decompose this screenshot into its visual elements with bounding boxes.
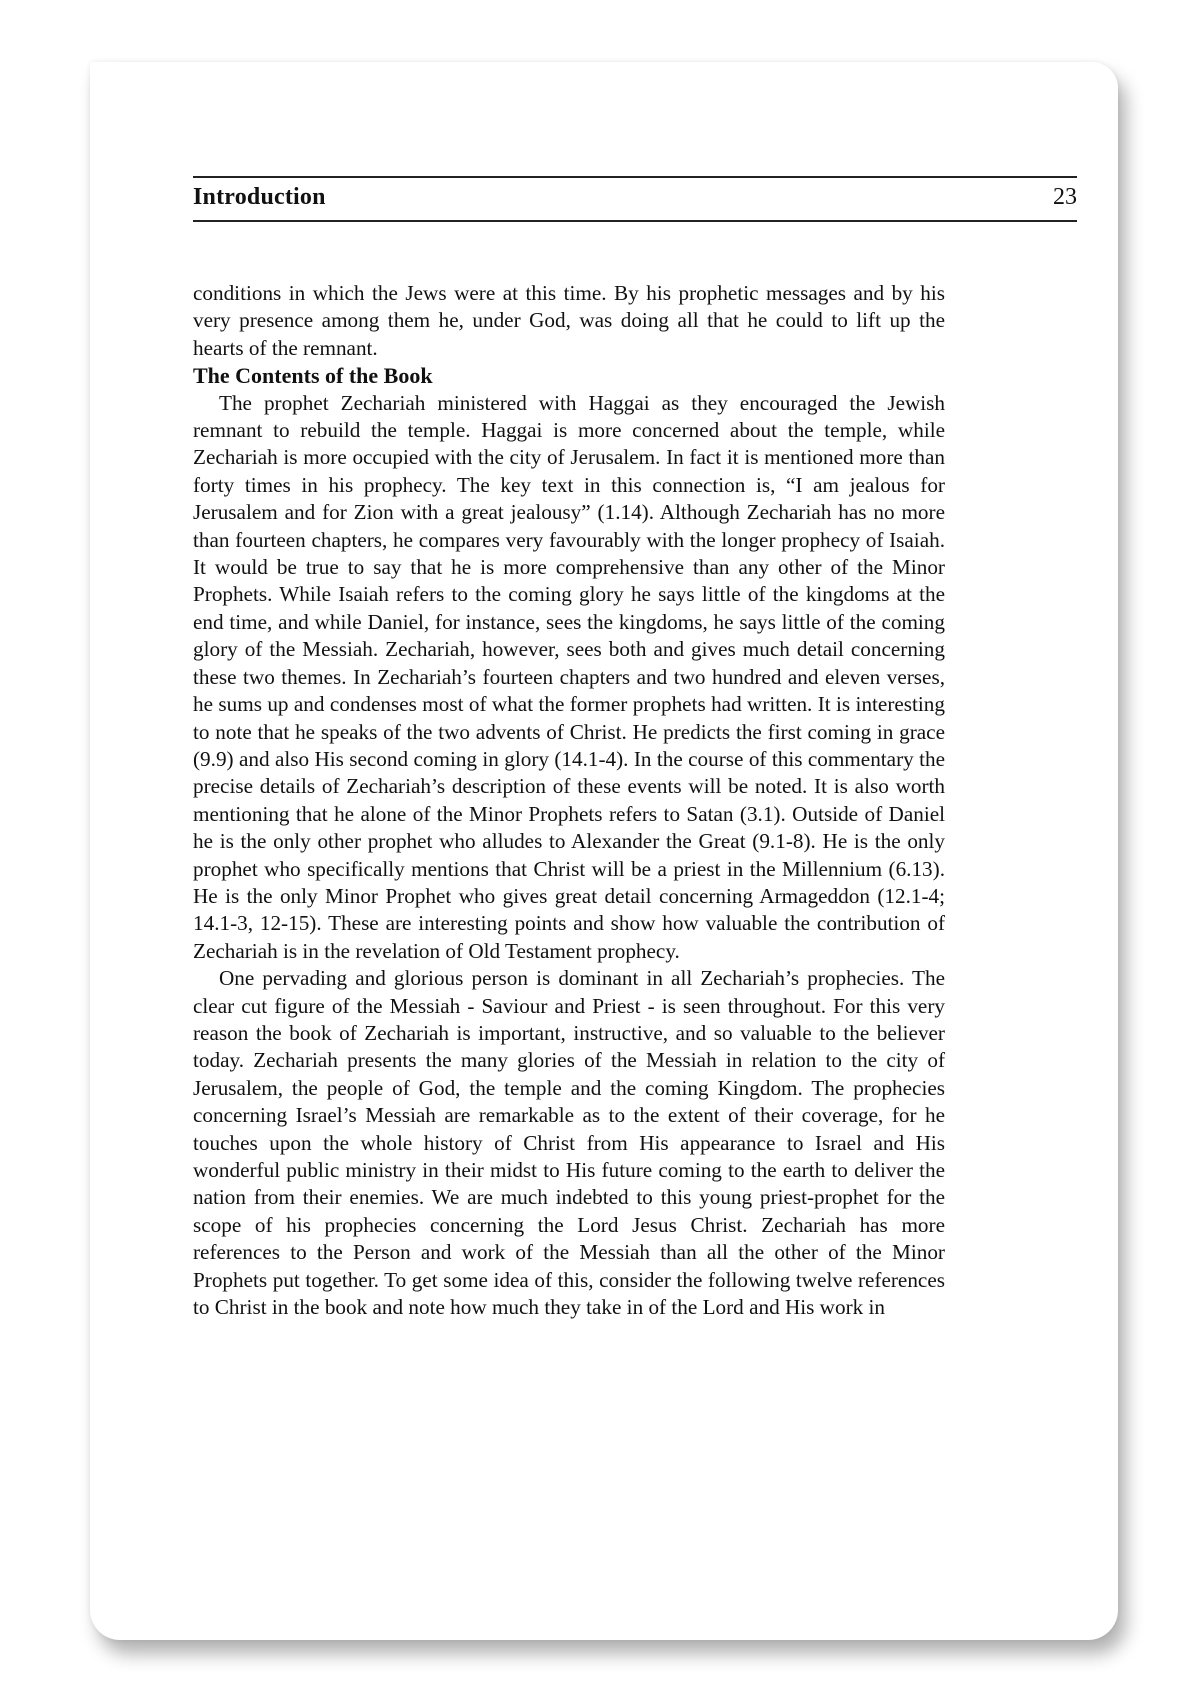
paragraph-contents: The prophet Zechariah ministered with Haggai as they encouraged the Jewish remnant to rebuild the temple. Haggai is more concerned about the temple, while Zechariah is more occupied with the city of Jerusalem. In fact it is mentioned more than forty times in his prophecy. The key text in this connection is, “I am jealous for Jerusalem and for Zion with a great jealousy” (1.14). Although Zechariah has no more than fourteen chapters, he compares very favourably with the longer prophecy of Isaiah. It would be true to say that he is more comprehensive than any other of the Minor Prophets. While Isaiah refers to the coming glory he says little of the kingdoms at the end time, and while Daniel, for instance, sees the kingdoms, he says little of the coming glory of the Messiah. Zechariah, however, sees both and gives much detail concerning these two themes. In Zechariah’s fourteen chapters and two hundred and eleven verses, he sums up and condenses most of what the former prophets had written. It is interesting to note that he speaks of the two advents of Christ. He predicts the first coming in grace (9.9) and also His second coming in glory (14.1-4). In the course of this commentary the precise details of Zechariah’s description of these events will be noted. It is also worth mentioning that he alone of the Minor Prophets refers to Satan (3.1). Outside of Daniel he is the only other prophet who alludes to Alexander the Great (9.1-8). He is the only prophet who specifically mentions that Christ will be a priest in the Millennium (6.13). He is the only Minor Prophet who gives great detail concerning Armageddon (12.1-4; 14.1-3, 12-15). These are interesting points and show how valuable the contribution of Zechariah is in the revelation of Old Testament prophecy. [193,390,945,963]
page-number: 23 [1053,184,1077,210]
section-heading: The Contents of the Book [193,363,433,389]
intro-paragraph: conditions in which the Jews were at this time. By his prophetic messages and by his very presence among them he, under God, was doing all that he could to lift up the hearts of the remnant. [193,281,945,360]
body-text [193,280,945,1321]
running-header [193,176,1077,222]
paragraph-messiah: One pervading and glorious person is dominant in all Zechariah’s prophecies. The clear cut figure of the Messiah - Saviour and Priest - is seen throughout. For this very reason the book of Zechariah is important, instructive, and so valuable to the believer today. Zechariah presents the many glories of the Messiah in relation to the city of Jerusalem, the people of God, the temple and the coming Kingdom. The prophecies concerning Israel’s Messiah are remarkable as to the extent of their coverage, for he touches upon the whole history of Christ from His appearance to Israel and His wonderful public ministry in their midst to His future coming to the earth to deliver the nation from their enemies. We are much indebted to this young priest-prophet for the scope of his prophecies concerning the Lord Jesus Christ. Zechariah has more references to the Person and work of the Messiah than all the other of the Minor Prophets put together. To get some idea of this, consider the following twelve references to Christ in the book and note how much they take in of the Lord and His work in [193,966,945,1320]
book-page [90,62,1118,1640]
header-title: Introduction [193,184,326,210]
